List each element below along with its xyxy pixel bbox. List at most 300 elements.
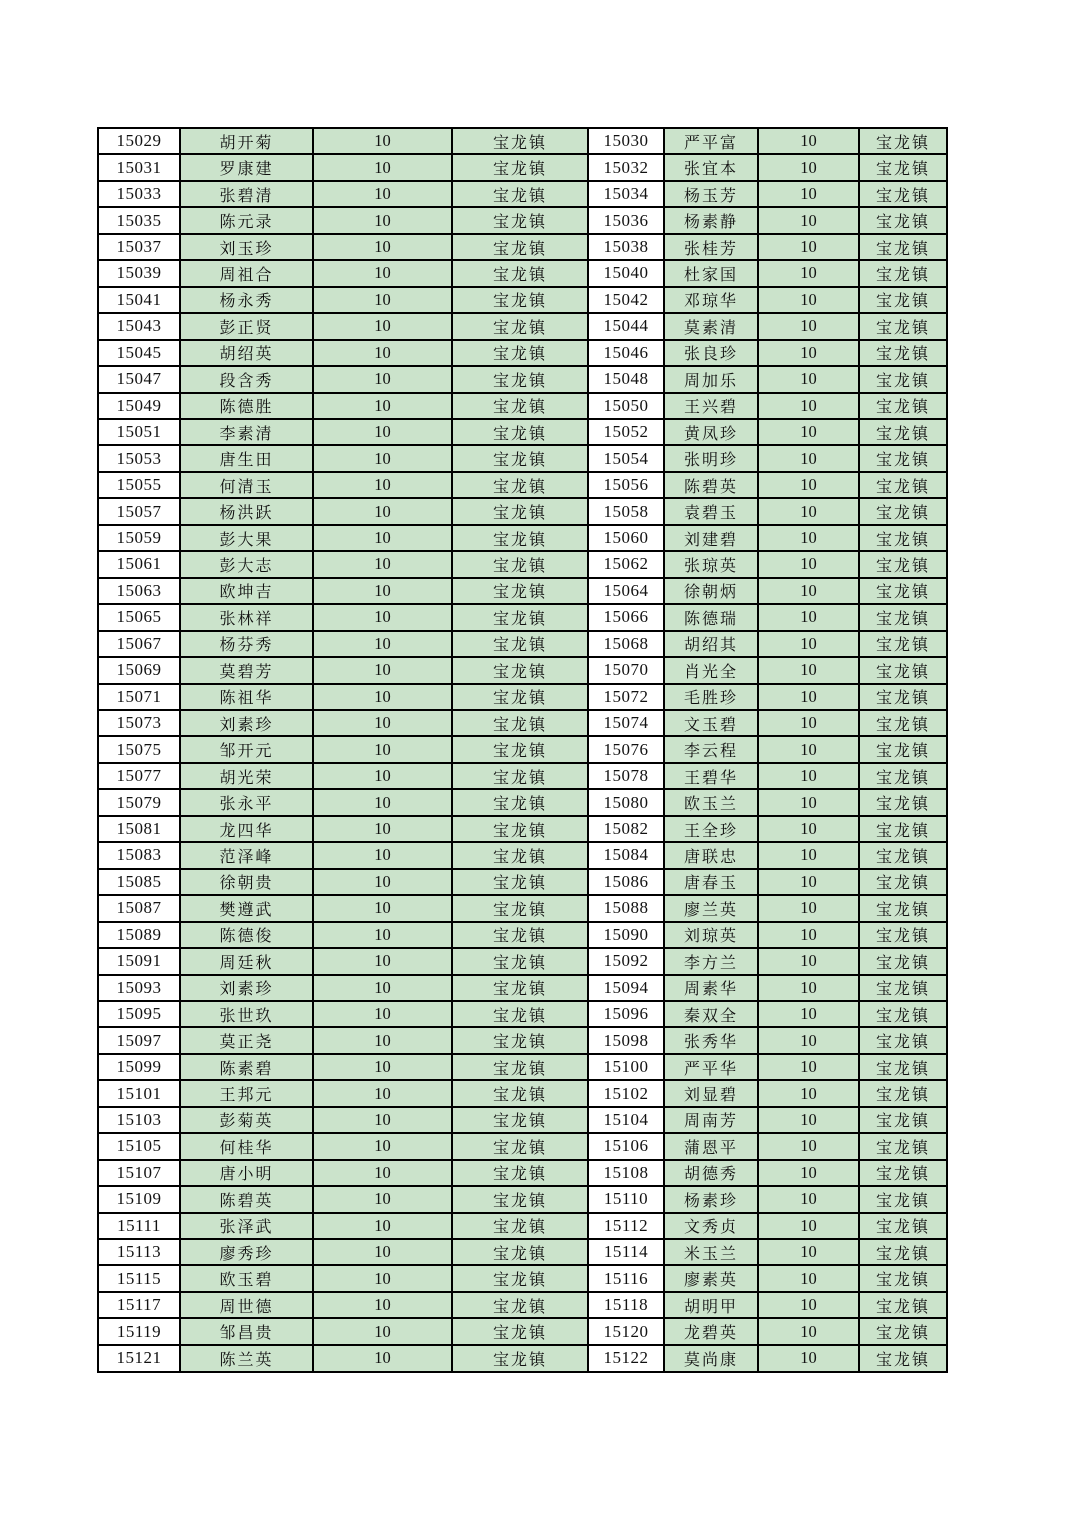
person-name-cell-left: 罗康建 bbox=[180, 154, 313, 180]
amount-cell-right: 10 bbox=[758, 551, 859, 577]
amount-cell-right: 10 bbox=[758, 1213, 859, 1239]
serial-number-cell-left: 15087 bbox=[98, 895, 180, 921]
town-cell-left: 宝龙镇 bbox=[452, 816, 588, 842]
person-name-cell-right: 张桂芳 bbox=[664, 234, 758, 260]
amount-cell-right: 10 bbox=[758, 393, 859, 419]
town-cell-right: 宝龙镇 bbox=[859, 472, 947, 498]
serial-number-cell-left: 15095 bbox=[98, 1001, 180, 1027]
serial-number-cell-left: 15041 bbox=[98, 287, 180, 313]
amount-cell-left: 10 bbox=[313, 869, 452, 895]
town-cell-right: 宝龙镇 bbox=[859, 445, 947, 471]
serial-number-cell-left: 15107 bbox=[98, 1160, 180, 1186]
serial-number-cell-right: 15096 bbox=[588, 1001, 664, 1027]
town-cell-right: 宝龙镇 bbox=[859, 234, 947, 260]
table-row bbox=[98, 816, 947, 842]
person-name-cell-left: 周祖合 bbox=[180, 260, 313, 286]
amount-cell-right: 10 bbox=[758, 736, 859, 762]
person-name-cell-left: 陈祖华 bbox=[180, 684, 313, 710]
amount-cell-right: 10 bbox=[758, 1186, 859, 1212]
table-row bbox=[98, 234, 947, 260]
person-name-cell-right: 李云程 bbox=[664, 736, 758, 762]
town-cell-left: 宝龙镇 bbox=[452, 313, 588, 339]
serial-number-cell-right: 15102 bbox=[588, 1080, 664, 1106]
town-cell-left: 宝龙镇 bbox=[452, 657, 588, 683]
serial-number-cell-left: 15121 bbox=[98, 1345, 180, 1372]
person-name-cell-right: 文秀贞 bbox=[664, 1213, 758, 1239]
town-cell-left: 宝龙镇 bbox=[452, 631, 588, 657]
person-name-cell-right: 胡绍其 bbox=[664, 631, 758, 657]
serial-number-cell-right: 15122 bbox=[588, 1345, 664, 1372]
amount-cell-right: 10 bbox=[758, 842, 859, 868]
amount-cell-left: 10 bbox=[313, 895, 452, 921]
town-cell-right: 宝龙镇 bbox=[859, 1265, 947, 1291]
amount-cell-right: 10 bbox=[758, 1080, 859, 1106]
amount-cell-left: 10 bbox=[313, 551, 452, 577]
amount-cell-right: 10 bbox=[758, 287, 859, 313]
amount-cell-right: 10 bbox=[758, 445, 859, 471]
person-name-cell-left: 彭大志 bbox=[180, 551, 313, 577]
serial-number-cell-left: 15031 bbox=[98, 154, 180, 180]
serial-number-cell-right: 15038 bbox=[588, 234, 664, 260]
table-row bbox=[98, 842, 947, 868]
town-cell-right: 宝龙镇 bbox=[859, 1318, 947, 1344]
amount-cell-right: 10 bbox=[758, 366, 859, 392]
serial-number-cell-right: 15078 bbox=[588, 763, 664, 789]
person-name-cell-left: 欧坤吉 bbox=[180, 578, 313, 604]
amount-cell-left: 10 bbox=[313, 1239, 452, 1265]
amount-cell-left: 10 bbox=[313, 1345, 452, 1372]
serial-number-cell-right: 15054 bbox=[588, 445, 664, 471]
amount-cell-right: 10 bbox=[758, 525, 859, 551]
person-name-cell-left: 张林祥 bbox=[180, 604, 313, 630]
person-name-cell-right: 王全珍 bbox=[664, 816, 758, 842]
table-row bbox=[98, 1292, 947, 1318]
town-cell-left: 宝龙镇 bbox=[452, 895, 588, 921]
serial-number-cell-left: 15029 bbox=[98, 128, 180, 154]
amount-cell-right: 10 bbox=[758, 1027, 859, 1053]
person-name-cell-left: 陈碧英 bbox=[180, 1186, 313, 1212]
town-cell-left: 宝龙镇 bbox=[452, 472, 588, 498]
amount-cell-right: 10 bbox=[758, 1345, 859, 1372]
town-cell-left: 宝龙镇 bbox=[452, 128, 588, 154]
table-row bbox=[98, 498, 947, 524]
amount-cell-left: 10 bbox=[313, 1318, 452, 1344]
amount-cell-left: 10 bbox=[313, 154, 452, 180]
serial-number-cell-left: 15071 bbox=[98, 684, 180, 710]
serial-number-cell-right: 15106 bbox=[588, 1133, 664, 1159]
person-name-cell-right: 秦双全 bbox=[664, 1001, 758, 1027]
town-cell-left: 宝龙镇 bbox=[452, 551, 588, 577]
town-cell-right: 宝龙镇 bbox=[859, 287, 947, 313]
amount-cell-right: 10 bbox=[758, 922, 859, 948]
table-row bbox=[98, 1345, 947, 1372]
town-cell-right: 宝龙镇 bbox=[859, 869, 947, 895]
serial-number-cell-left: 15053 bbox=[98, 445, 180, 471]
amount-cell-left: 10 bbox=[313, 816, 452, 842]
town-cell-right: 宝龙镇 bbox=[859, 1133, 947, 1159]
town-cell-right: 宝龙镇 bbox=[859, 154, 947, 180]
person-name-cell-left: 唐小明 bbox=[180, 1160, 313, 1186]
town-cell-right: 宝龙镇 bbox=[859, 736, 947, 762]
serial-number-cell-right: 15080 bbox=[588, 789, 664, 815]
town-cell-right: 宝龙镇 bbox=[859, 1292, 947, 1318]
serial-number-cell-left: 15091 bbox=[98, 948, 180, 974]
town-cell-right: 宝龙镇 bbox=[859, 657, 947, 683]
person-name-cell-left: 唐生田 bbox=[180, 445, 313, 471]
town-cell-right: 宝龙镇 bbox=[859, 366, 947, 392]
roster-table bbox=[97, 127, 948, 1373]
person-name-cell-right: 毛胜珍 bbox=[664, 684, 758, 710]
serial-number-cell-right: 15040 bbox=[588, 260, 664, 286]
person-name-cell-left: 陈素碧 bbox=[180, 1054, 313, 1080]
person-name-cell-left: 刘素珍 bbox=[180, 710, 313, 736]
person-name-cell-left: 何清玉 bbox=[180, 472, 313, 498]
table-row bbox=[98, 789, 947, 815]
person-name-cell-left: 杨洪跃 bbox=[180, 498, 313, 524]
town-cell-left: 宝龙镇 bbox=[452, 525, 588, 551]
person-name-cell-right: 米玉兰 bbox=[664, 1239, 758, 1265]
amount-cell-right: 10 bbox=[758, 1133, 859, 1159]
town-cell-left: 宝龙镇 bbox=[452, 1239, 588, 1265]
amount-cell-right: 10 bbox=[758, 472, 859, 498]
serial-number-cell-right: 15034 bbox=[588, 181, 664, 207]
person-name-cell-left: 彭正贤 bbox=[180, 313, 313, 339]
amount-cell-left: 10 bbox=[313, 1160, 452, 1186]
table-row bbox=[98, 287, 947, 313]
amount-cell-right: 10 bbox=[758, 1239, 859, 1265]
person-name-cell-left: 邹昌贵 bbox=[180, 1318, 313, 1344]
person-name-cell-right: 欧玉兰 bbox=[664, 789, 758, 815]
amount-cell-left: 10 bbox=[313, 578, 452, 604]
serial-number-cell-left: 15061 bbox=[98, 551, 180, 577]
table-row bbox=[98, 1080, 947, 1106]
serial-number-cell-right: 15088 bbox=[588, 895, 664, 921]
table-row bbox=[98, 975, 947, 1001]
amount-cell-left: 10 bbox=[313, 1054, 452, 1080]
town-cell-right: 宝龙镇 bbox=[859, 1080, 947, 1106]
table-row bbox=[98, 181, 947, 207]
amount-cell-right: 10 bbox=[758, 789, 859, 815]
table-row bbox=[98, 895, 947, 921]
serial-number-cell-left: 15083 bbox=[98, 842, 180, 868]
amount-cell-left: 10 bbox=[313, 631, 452, 657]
serial-number-cell-right: 15092 bbox=[588, 948, 664, 974]
amount-cell-left: 10 bbox=[313, 313, 452, 339]
town-cell-left: 宝龙镇 bbox=[452, 1107, 588, 1133]
table-row bbox=[98, 128, 947, 154]
serial-number-cell-left: 15065 bbox=[98, 604, 180, 630]
town-cell-left: 宝龙镇 bbox=[452, 1292, 588, 1318]
person-name-cell-left: 彭大果 bbox=[180, 525, 313, 551]
town-cell-left: 宝龙镇 bbox=[452, 393, 588, 419]
serial-number-cell-left: 15039 bbox=[98, 260, 180, 286]
table-row bbox=[98, 657, 947, 683]
town-cell-left: 宝龙镇 bbox=[452, 1213, 588, 1239]
table-row bbox=[98, 763, 947, 789]
person-name-cell-right: 唐联忠 bbox=[664, 842, 758, 868]
serial-number-cell-left: 15075 bbox=[98, 736, 180, 762]
amount-cell-left: 10 bbox=[313, 922, 452, 948]
amount-cell-left: 10 bbox=[313, 1292, 452, 1318]
table-row bbox=[98, 1027, 947, 1053]
person-name-cell-right: 张宜本 bbox=[664, 154, 758, 180]
serial-number-cell-left: 15077 bbox=[98, 763, 180, 789]
person-name-cell-right: 袁碧玉 bbox=[664, 498, 758, 524]
town-cell-right: 宝龙镇 bbox=[859, 313, 947, 339]
town-cell-left: 宝龙镇 bbox=[452, 287, 588, 313]
serial-number-cell-left: 15109 bbox=[98, 1186, 180, 1212]
table-row bbox=[98, 340, 947, 366]
amount-cell-left: 10 bbox=[313, 684, 452, 710]
person-name-cell-right: 刘建碧 bbox=[664, 525, 758, 551]
amount-cell-left: 10 bbox=[313, 842, 452, 868]
table-row bbox=[98, 419, 947, 445]
serial-number-cell-right: 15112 bbox=[588, 1213, 664, 1239]
person-name-cell-right: 刘琼英 bbox=[664, 922, 758, 948]
town-cell-right: 宝龙镇 bbox=[859, 551, 947, 577]
person-name-cell-left: 刘玉珍 bbox=[180, 234, 313, 260]
person-name-cell-left: 莫正尧 bbox=[180, 1027, 313, 1053]
person-name-cell-right: 廖素英 bbox=[664, 1265, 758, 1291]
person-name-cell-right: 李方兰 bbox=[664, 948, 758, 974]
serial-number-cell-left: 15045 bbox=[98, 340, 180, 366]
table-row bbox=[98, 154, 947, 180]
person-name-cell-right: 黄凤珍 bbox=[664, 419, 758, 445]
person-name-cell-right: 邓琼华 bbox=[664, 287, 758, 313]
serial-number-cell-right: 15068 bbox=[588, 631, 664, 657]
serial-number-cell-right: 15036 bbox=[588, 207, 664, 233]
town-cell-right: 宝龙镇 bbox=[859, 525, 947, 551]
amount-cell-left: 10 bbox=[313, 1080, 452, 1106]
serial-number-cell-right: 15086 bbox=[588, 869, 664, 895]
serial-number-cell-right: 15084 bbox=[588, 842, 664, 868]
amount-cell-left: 10 bbox=[313, 234, 452, 260]
amount-cell-left: 10 bbox=[313, 1027, 452, 1053]
serial-number-cell-left: 15115 bbox=[98, 1265, 180, 1291]
amount-cell-left: 10 bbox=[313, 445, 452, 471]
person-name-cell-right: 陈德瑞 bbox=[664, 604, 758, 630]
person-name-cell-right: 陈碧英 bbox=[664, 472, 758, 498]
person-name-cell-right: 杨玉芳 bbox=[664, 181, 758, 207]
table-row bbox=[98, 260, 947, 286]
town-cell-left: 宝龙镇 bbox=[452, 578, 588, 604]
amount-cell-right: 10 bbox=[758, 1107, 859, 1133]
table-row bbox=[98, 1265, 947, 1291]
town-cell-left: 宝龙镇 bbox=[452, 234, 588, 260]
town-cell-left: 宝龙镇 bbox=[452, 684, 588, 710]
serial-number-cell-left: 15067 bbox=[98, 631, 180, 657]
amount-cell-left: 10 bbox=[313, 710, 452, 736]
person-name-cell-right: 莫尚康 bbox=[664, 1345, 758, 1372]
town-cell-right: 宝龙镇 bbox=[859, 128, 947, 154]
amount-cell-left: 10 bbox=[313, 419, 452, 445]
person-name-cell-right: 周素华 bbox=[664, 975, 758, 1001]
serial-number-cell-right: 15090 bbox=[588, 922, 664, 948]
person-name-cell-left: 胡绍英 bbox=[180, 340, 313, 366]
serial-number-cell-right: 15082 bbox=[588, 816, 664, 842]
table-row bbox=[98, 551, 947, 577]
amount-cell-left: 10 bbox=[313, 1213, 452, 1239]
person-name-cell-right: 文玉碧 bbox=[664, 710, 758, 736]
serial-number-cell-left: 15079 bbox=[98, 789, 180, 815]
person-name-cell-right: 张明珍 bbox=[664, 445, 758, 471]
person-name-cell-right: 肖光全 bbox=[664, 657, 758, 683]
table-row bbox=[98, 525, 947, 551]
person-name-cell-right: 徐朝炳 bbox=[664, 578, 758, 604]
town-cell-right: 宝龙镇 bbox=[859, 340, 947, 366]
person-name-cell-right: 刘显碧 bbox=[664, 1080, 758, 1106]
person-name-cell-right: 廖兰英 bbox=[664, 895, 758, 921]
serial-number-cell-left: 15035 bbox=[98, 207, 180, 233]
person-name-cell-left: 杨芬秀 bbox=[180, 631, 313, 657]
serial-number-cell-left: 15105 bbox=[98, 1133, 180, 1159]
town-cell-right: 宝龙镇 bbox=[859, 763, 947, 789]
town-cell-right: 宝龙镇 bbox=[859, 922, 947, 948]
table-row bbox=[98, 207, 947, 233]
table-row bbox=[98, 1160, 947, 1186]
serial-number-cell-left: 15037 bbox=[98, 234, 180, 260]
person-name-cell-right: 严平富 bbox=[664, 128, 758, 154]
serial-number-cell-left: 15055 bbox=[98, 472, 180, 498]
person-name-cell-left: 李素清 bbox=[180, 419, 313, 445]
town-cell-right: 宝龙镇 bbox=[859, 1054, 947, 1080]
person-name-cell-left: 陈兰英 bbox=[180, 1345, 313, 1372]
town-cell-left: 宝龙镇 bbox=[452, 869, 588, 895]
serial-number-cell-right: 15032 bbox=[588, 154, 664, 180]
person-name-cell-right: 莫素清 bbox=[664, 313, 758, 339]
amount-cell-right: 10 bbox=[758, 1054, 859, 1080]
serial-number-cell-right: 15120 bbox=[588, 1318, 664, 1344]
serial-number-cell-right: 15070 bbox=[588, 657, 664, 683]
town-cell-right: 宝龙镇 bbox=[859, 684, 947, 710]
serial-number-cell-right: 15076 bbox=[588, 736, 664, 762]
amount-cell-right: 10 bbox=[758, 419, 859, 445]
amount-cell-right: 10 bbox=[758, 313, 859, 339]
amount-cell-right: 10 bbox=[758, 154, 859, 180]
town-cell-left: 宝龙镇 bbox=[452, 710, 588, 736]
town-cell-right: 宝龙镇 bbox=[859, 207, 947, 233]
table-row bbox=[98, 393, 947, 419]
table-row bbox=[98, 1318, 947, 1344]
amount-cell-right: 10 bbox=[758, 260, 859, 286]
person-name-cell-right: 唐春玉 bbox=[664, 869, 758, 895]
amount-cell-left: 10 bbox=[313, 1001, 452, 1027]
person-name-cell-left: 陈元录 bbox=[180, 207, 313, 233]
amount-cell-left: 10 bbox=[313, 736, 452, 762]
person-name-cell-left: 胡光荣 bbox=[180, 763, 313, 789]
town-cell-right: 宝龙镇 bbox=[859, 948, 947, 974]
person-name-cell-left: 陈德俊 bbox=[180, 922, 313, 948]
serial-number-cell-right: 15098 bbox=[588, 1027, 664, 1053]
person-name-cell-left: 张碧清 bbox=[180, 181, 313, 207]
person-name-cell-left: 徐朝贵 bbox=[180, 869, 313, 895]
table-row bbox=[98, 1107, 947, 1133]
serial-number-cell-right: 15074 bbox=[588, 710, 664, 736]
serial-number-cell-right: 15058 bbox=[588, 498, 664, 524]
table-row bbox=[98, 472, 947, 498]
person-name-cell-right: 周加乐 bbox=[664, 366, 758, 392]
person-name-cell-right: 张良珍 bbox=[664, 340, 758, 366]
amount-cell-left: 10 bbox=[313, 657, 452, 683]
serial-number-cell-right: 15060 bbox=[588, 525, 664, 551]
town-cell-left: 宝龙镇 bbox=[452, 1186, 588, 1212]
person-name-cell-left: 周廷秋 bbox=[180, 948, 313, 974]
town-cell-left: 宝龙镇 bbox=[452, 604, 588, 630]
amount-cell-right: 10 bbox=[758, 895, 859, 921]
amount-cell-left: 10 bbox=[313, 260, 452, 286]
person-name-cell-left: 何桂华 bbox=[180, 1133, 313, 1159]
town-cell-left: 宝龙镇 bbox=[452, 1080, 588, 1106]
town-cell-right: 宝龙镇 bbox=[859, 789, 947, 815]
serial-number-cell-left: 15101 bbox=[98, 1080, 180, 1106]
serial-number-cell-left: 15093 bbox=[98, 975, 180, 1001]
person-name-cell-right: 蒲恩平 bbox=[664, 1133, 758, 1159]
amount-cell-right: 10 bbox=[758, 869, 859, 895]
person-name-cell-left: 莫碧芳 bbox=[180, 657, 313, 683]
amount-cell-right: 10 bbox=[758, 578, 859, 604]
amount-cell-right: 10 bbox=[758, 1292, 859, 1318]
table-row bbox=[98, 313, 947, 339]
town-cell-right: 宝龙镇 bbox=[859, 260, 947, 286]
person-name-cell-left: 范泽峰 bbox=[180, 842, 313, 868]
town-cell-left: 宝龙镇 bbox=[452, 207, 588, 233]
person-name-cell-left: 周世德 bbox=[180, 1292, 313, 1318]
person-name-cell-left: 刘素珍 bbox=[180, 975, 313, 1001]
town-cell-left: 宝龙镇 bbox=[452, 1027, 588, 1053]
person-name-cell-left: 胡开菊 bbox=[180, 128, 313, 154]
person-name-cell-right: 王碧华 bbox=[664, 763, 758, 789]
serial-number-cell-right: 15114 bbox=[588, 1239, 664, 1265]
amount-cell-right: 10 bbox=[758, 128, 859, 154]
serial-number-cell-right: 15042 bbox=[588, 287, 664, 313]
table-row bbox=[98, 869, 947, 895]
serial-number-cell-right: 15094 bbox=[588, 975, 664, 1001]
table-row bbox=[98, 631, 947, 657]
amount-cell-right: 10 bbox=[758, 975, 859, 1001]
amount-cell-left: 10 bbox=[313, 181, 452, 207]
town-cell-right: 宝龙镇 bbox=[859, 710, 947, 736]
serial-number-cell-left: 15099 bbox=[98, 1054, 180, 1080]
town-cell-right: 宝龙镇 bbox=[859, 1107, 947, 1133]
table-row bbox=[98, 684, 947, 710]
person-name-cell-left: 段含秀 bbox=[180, 366, 313, 392]
serial-number-cell-left: 15085 bbox=[98, 869, 180, 895]
serial-number-cell-left: 15043 bbox=[98, 313, 180, 339]
amount-cell-left: 10 bbox=[313, 340, 452, 366]
serial-number-cell-left: 15049 bbox=[98, 393, 180, 419]
table-row bbox=[98, 578, 947, 604]
table-row bbox=[98, 1213, 947, 1239]
person-name-cell-right: 王兴碧 bbox=[664, 393, 758, 419]
town-cell-right: 宝龙镇 bbox=[859, 1345, 947, 1372]
person-name-cell-right: 杜家国 bbox=[664, 260, 758, 286]
town-cell-right: 宝龙镇 bbox=[859, 816, 947, 842]
serial-number-cell-right: 15072 bbox=[588, 684, 664, 710]
town-cell-left: 宝龙镇 bbox=[452, 842, 588, 868]
table-row bbox=[98, 445, 947, 471]
table-row bbox=[98, 1239, 947, 1265]
town-cell-left: 宝龙镇 bbox=[452, 366, 588, 392]
serial-number-cell-right: 15048 bbox=[588, 366, 664, 392]
town-cell-right: 宝龙镇 bbox=[859, 419, 947, 445]
person-name-cell-left: 欧玉碧 bbox=[180, 1265, 313, 1291]
person-name-cell-left: 王邦元 bbox=[180, 1080, 313, 1106]
amount-cell-right: 10 bbox=[758, 631, 859, 657]
person-name-cell-left: 张世玖 bbox=[180, 1001, 313, 1027]
serial-number-cell-right: 15100 bbox=[588, 1054, 664, 1080]
amount-cell-left: 10 bbox=[313, 525, 452, 551]
town-cell-right: 宝龙镇 bbox=[859, 1186, 947, 1212]
